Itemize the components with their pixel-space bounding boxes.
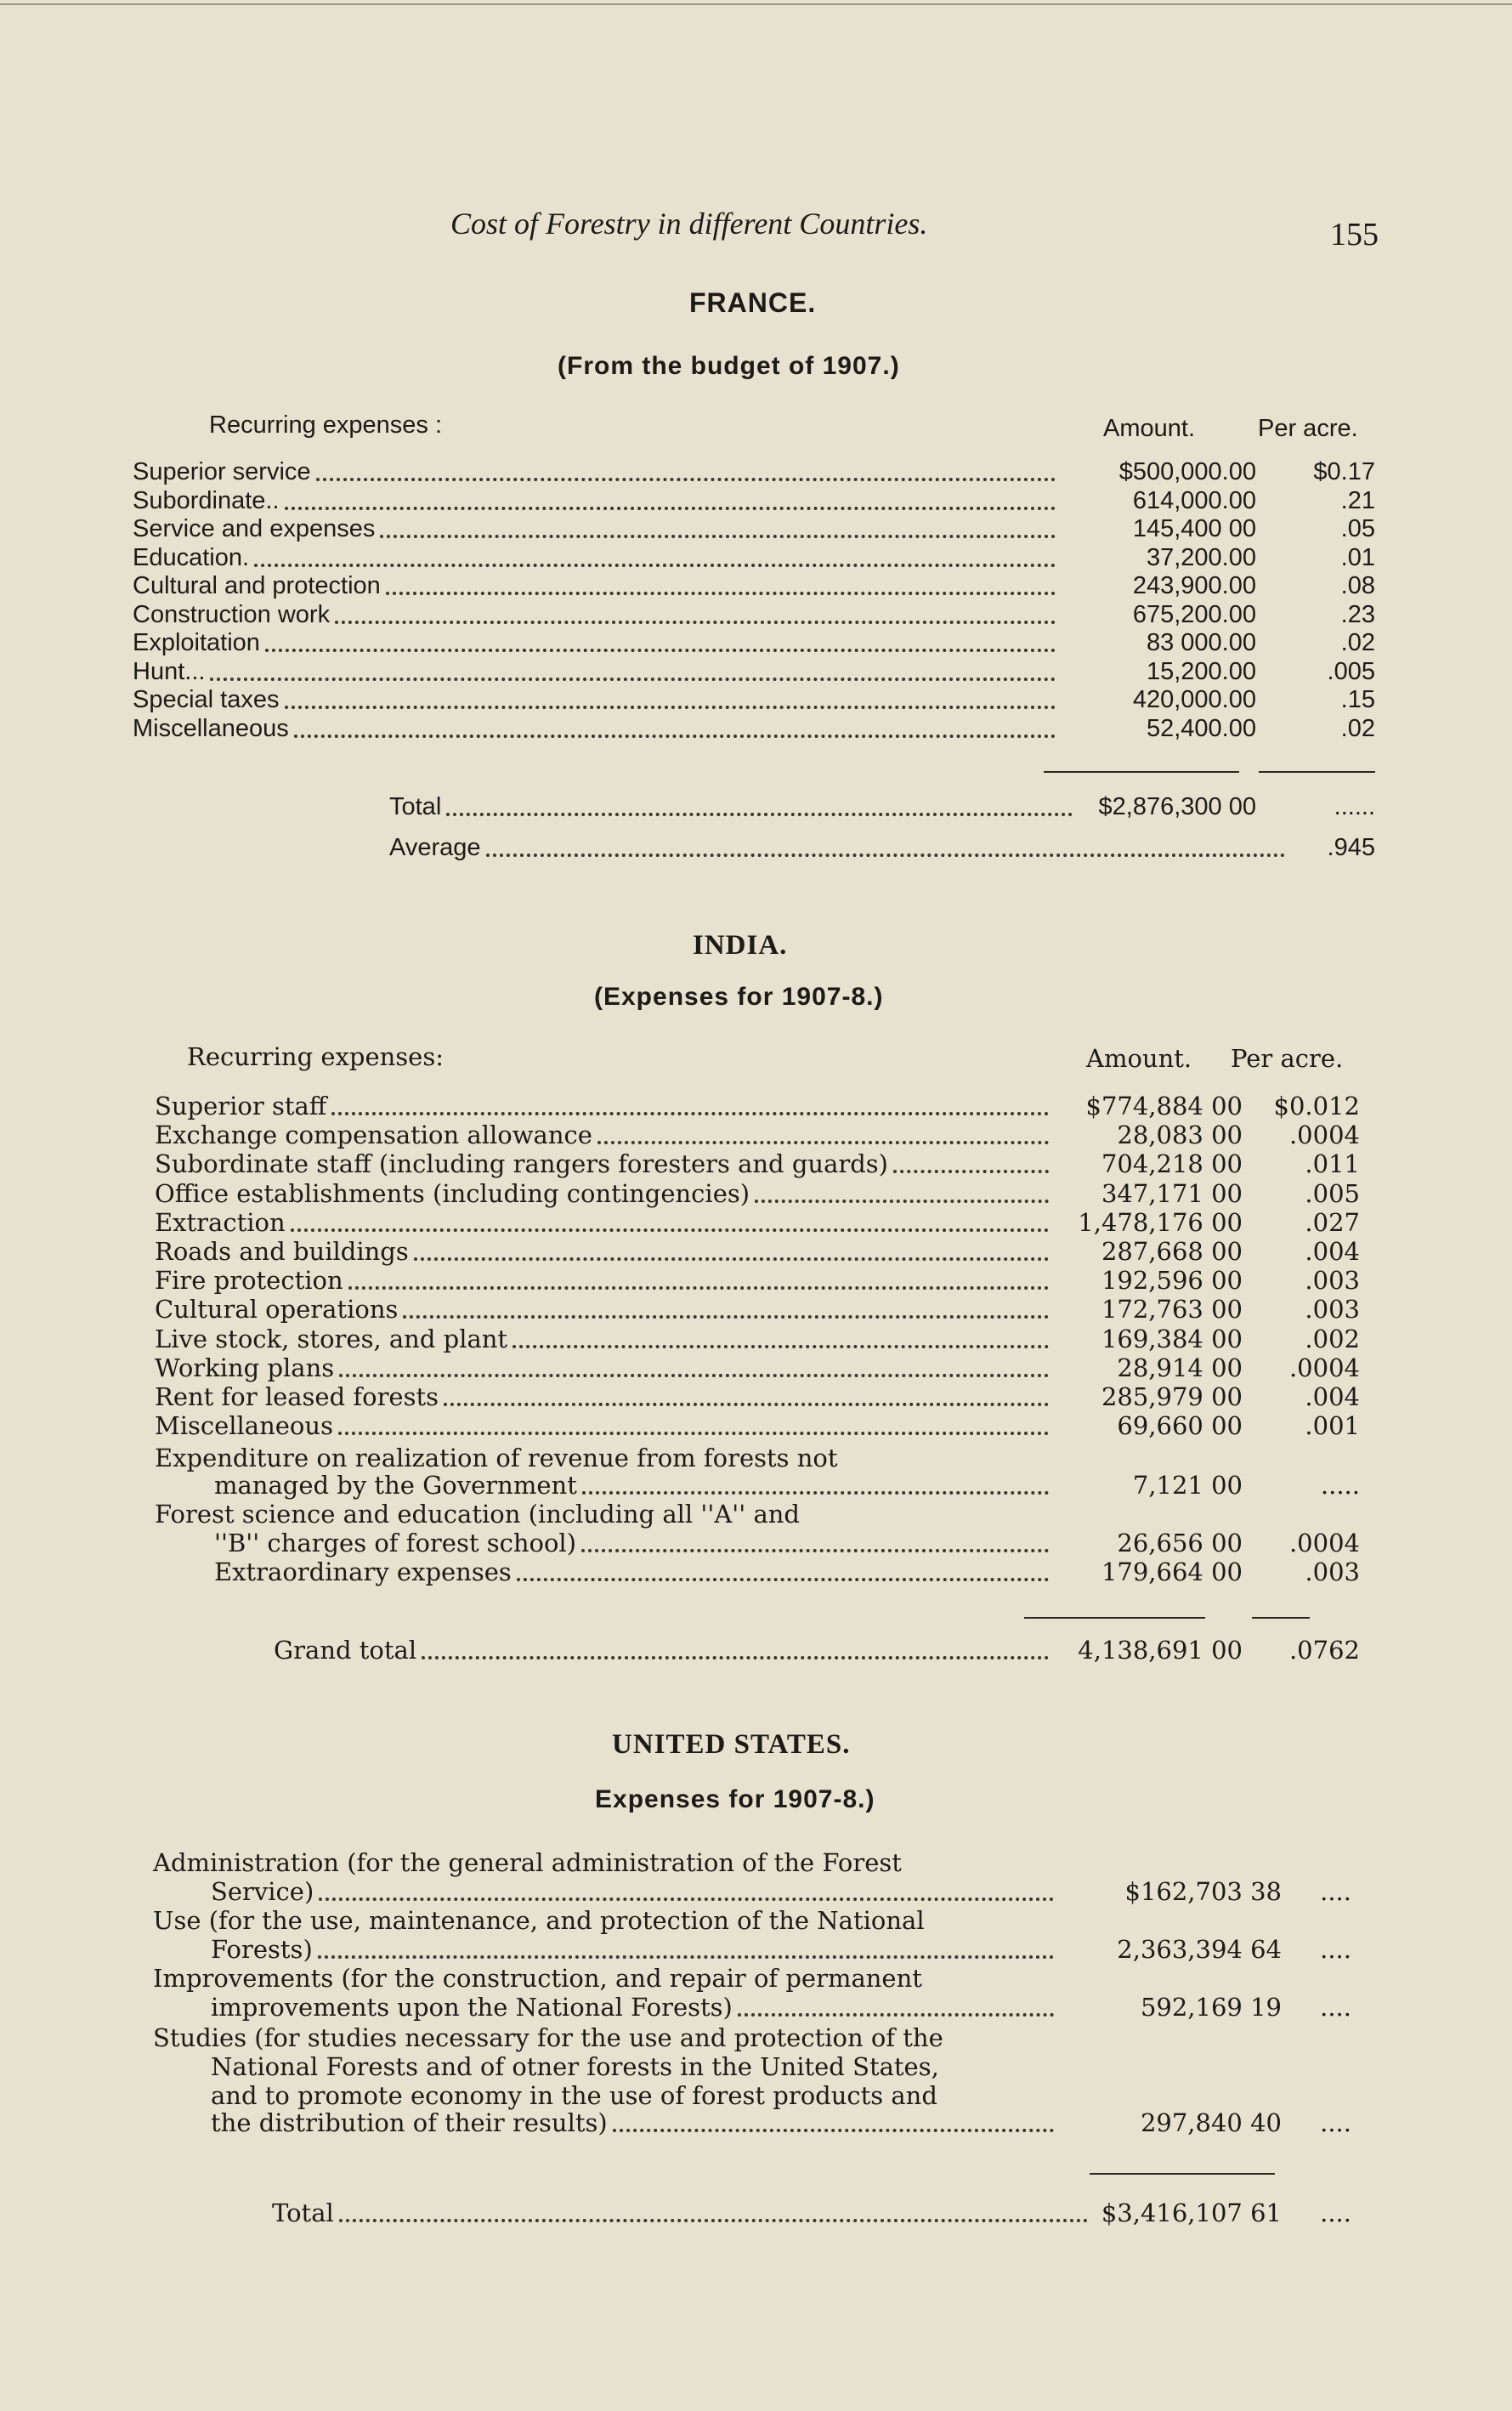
- india-expenditure-amount: 7,121 00: [1132, 1471, 1243, 1500]
- india-title: INDIA.: [693, 930, 788, 961]
- leader-dots: [348, 1276, 1049, 1290]
- leader-dots: [755, 1189, 1049, 1203]
- page-top-edge: [0, 3, 1512, 5]
- us-total-rule: [1090, 2173, 1275, 2175]
- india-expenditure-line2: managed by the Government: [214, 1471, 577, 1500]
- france-row-amount: 37,200.00: [1146, 543, 1256, 571]
- us-admin-line2: Service): [211, 1877, 314, 1906]
- india-grand-amount: 4,138,691 00: [1078, 1636, 1243, 1665]
- running-header: Cost of Forestry in different Countries.: [450, 207, 928, 241]
- france-row: [133, 657, 1375, 686]
- india-row: [155, 1237, 1360, 1266]
- india-row-per-acre: .003: [1305, 1266, 1360, 1296]
- us-use-per: ....: [1320, 1935, 1351, 1964]
- india-row-amount: 169,384 00: [1101, 1324, 1243, 1353]
- france-row: [133, 486, 1375, 515]
- france-row-per-acre: .05: [1340, 515, 1375, 542]
- leader-dots: [597, 1131, 1049, 1144]
- india-recurring-label: Recurring expenses:: [187, 1042, 444, 1071]
- india-row-label: Subordinate staff (including rangers foresters and guards): [155, 1149, 888, 1179]
- india-row-label: Superior staff: [155, 1092, 327, 1120]
- india-row: [155, 1295, 1360, 1324]
- india-row-amount: 69,660 00: [1117, 1411, 1243, 1441]
- india-col-amount: Amount.: [1086, 1044, 1192, 1073]
- france-row: [133, 685, 1375, 714]
- leader-dots: [486, 843, 1286, 857]
- leader-dots: [339, 2209, 1088, 2222]
- india-science-line1: Forest science and education (including all ''A'' and: [155, 1500, 800, 1529]
- india-subtitle: (Expenses for 1907-8.): [594, 983, 884, 1011]
- leader-dots: [613, 2119, 1054, 2132]
- india-science-per: .0004: [1288, 1529, 1360, 1557]
- france-row: [133, 628, 1375, 657]
- india-row: [155, 1266, 1360, 1295]
- india-row: [155, 1325, 1360, 1353]
- us-stud-line2: National Forests and of otner forests in the United States,: [211, 2052, 939, 2081]
- leader-dots: [446, 803, 1073, 816]
- india-row-per-acre: .0004: [1288, 1120, 1360, 1150]
- france-total-amount: $2,876,300 00: [1098, 793, 1256, 820]
- leader-dots: [294, 724, 1056, 738]
- us-admin-per: ....: [1320, 1877, 1351, 1906]
- us-total-label: Total: [272, 2198, 334, 2227]
- us-impr-amount: 592,169 19: [1140, 1993, 1282, 2022]
- us-stud-line3: and to promote economy in the use of forest products and: [211, 2081, 937, 2110]
- india-col-per-acre: Per acre.: [1231, 1044, 1344, 1073]
- india-row: [155, 1208, 1360, 1237]
- us-impr-line1: Improvements (for the construction, and repair of permanent: [153, 1964, 922, 1993]
- leader-dots: [422, 1646, 1049, 1659]
- india-row-label: Extraction: [155, 1207, 286, 1237]
- france-total-per: ......: [1334, 793, 1375, 820]
- france-row-per-acre: .005: [1327, 657, 1375, 685]
- france-row-amount: 614,000.00: [1132, 486, 1256, 514]
- leader-dots: [414, 1247, 1049, 1261]
- france-row-per-acre: $0.17: [1313, 458, 1375, 485]
- india-expenditure-row: [214, 1471, 1360, 1500]
- france-total-row: [389, 792, 1375, 821]
- us-total-per: ....: [1320, 2198, 1351, 2227]
- leader-dots: [582, 1481, 1049, 1495]
- france-row: [133, 514, 1375, 543]
- france-row-label: Special taxes: [133, 686, 280, 713]
- france-row: [133, 571, 1375, 600]
- france-row-label: Superior service: [133, 458, 311, 485]
- france-subtitle: (From the budget of 1907.): [558, 352, 900, 380]
- india-extra-row: [214, 1557, 1360, 1586]
- india-expenditure-per: .....: [1320, 1471, 1360, 1500]
- india-row: [155, 1353, 1360, 1382]
- leader-dots: [339, 1364, 1049, 1377]
- leader-dots: [285, 496, 1056, 510]
- india-row: [155, 1179, 1360, 1208]
- india-row-per-acre: .001: [1305, 1411, 1360, 1441]
- leader-dots: [893, 1160, 1049, 1173]
- india-science-amount: 26,656 00: [1117, 1529, 1243, 1557]
- us-stud-line1: Studies (for studies necessary for the use and protection of the: [153, 2023, 943, 2052]
- france-recurring-label: Recurring expenses :: [209, 411, 443, 439]
- us-use-row: [211, 1935, 1351, 1964]
- france-row: [133, 457, 1375, 486]
- leader-dots: [291, 1218, 1049, 1232]
- france-row-amount: 675,200.00: [1132, 600, 1256, 628]
- us-impr-row: [211, 1993, 1351, 2022]
- us-total-row: [272, 2198, 1351, 2227]
- france-row-amount: $500,000.00: [1118, 458, 1256, 485]
- leader-dots: [335, 610, 1056, 624]
- france-per-rule: [1259, 771, 1375, 773]
- page-number: 155: [1330, 217, 1379, 252]
- france-row-per-acre: .23: [1340, 600, 1375, 628]
- india-row-amount: 1,478,176 00: [1078, 1207, 1243, 1237]
- india-row-per-acre: .027: [1305, 1207, 1360, 1237]
- us-use-line1: Use (for the use, maintenance, and protection of the National: [153, 1906, 925, 1935]
- leader-dots: [316, 468, 1056, 481]
- india-row-label: Office establishments (including contingencies): [155, 1178, 750, 1208]
- leader-dots: [318, 1945, 1054, 1959]
- us-title: UNITED STATES.: [612, 1729, 851, 1760]
- us-impr-per: ....: [1320, 1993, 1351, 2022]
- india-row-per-acre: .005: [1305, 1178, 1360, 1208]
- us-total-amount: $3,416,107 61: [1101, 2198, 1282, 2227]
- india-per-rule: [1252, 1617, 1310, 1619]
- leader-dots: [285, 695, 1056, 709]
- france-row-label: Service and expenses: [133, 515, 376, 542]
- india-row-label: Fire protection: [155, 1266, 343, 1296]
- india-row-label: Rent for leased forests: [155, 1382, 439, 1411]
- india-row: [155, 1092, 1360, 1120]
- india-row-label: Exchange compensation allowance: [155, 1120, 592, 1150]
- leader-dots: [581, 1539, 1049, 1552]
- france-col-per-acre: Per acre.: [1258, 415, 1358, 442]
- us-stud-line4: the distribution of their results): [211, 2108, 608, 2137]
- india-row-amount: 347,171 00: [1101, 1178, 1243, 1208]
- leader-dots: [331, 1102, 1049, 1115]
- leader-dots: [265, 638, 1056, 652]
- india-row-amount: 28,914 00: [1117, 1353, 1243, 1382]
- india-row-label: Roads and buildings: [155, 1237, 409, 1266]
- leader-dots: [512, 1335, 1049, 1348]
- france-row-per-acre: .08: [1340, 572, 1375, 599]
- india-row: [155, 1149, 1360, 1178]
- india-grand-row: [274, 1636, 1360, 1665]
- us-admin-amount: $162,703 38: [1124, 1877, 1282, 1906]
- india-row-label: Live stock, stores, and plant: [155, 1324, 508, 1353]
- france-row-amount: 243,900.00: [1132, 572, 1256, 599]
- leader-dots: [338, 1421, 1049, 1435]
- india-row-amount: 172,763 00: [1101, 1295, 1243, 1325]
- india-extra-amount: 179,664 00: [1101, 1557, 1243, 1586]
- france-row-amount: 15,200.00: [1146, 657, 1256, 685]
- us-stud-amount: 297,840 40: [1140, 2108, 1282, 2137]
- india-row: [155, 1382, 1360, 1411]
- us-stud-row: [211, 2108, 1351, 2137]
- france-row-label: Education.: [133, 543, 250, 571]
- india-row-amount: 192,596 00: [1101, 1266, 1243, 1296]
- india-row-amount: 287,668 00: [1101, 1237, 1243, 1266]
- leader-dots: [738, 2003, 1054, 2017]
- france-row-per-acre: .01: [1340, 543, 1375, 571]
- us-use-amount: 2,363,394 64: [1117, 1935, 1282, 1964]
- india-row-per-acre: .004: [1305, 1382, 1360, 1411]
- india-row-amount: $774,884 00: [1085, 1092, 1243, 1120]
- india-grand-per: .0762: [1288, 1636, 1360, 1665]
- india-extra-label: Extraordinary expenses: [214, 1557, 512, 1586]
- us-stud-per: ....: [1320, 2108, 1351, 2137]
- leader-dots: [210, 667, 1056, 681]
- leader-dots: [517, 1568, 1049, 1581]
- india-row-label: Cultural operations: [155, 1295, 399, 1325]
- france-average-label: Average: [389, 834, 481, 861]
- france-row: [133, 714, 1375, 743]
- france-total-rule: [1044, 771, 1239, 773]
- france-row-label: Exploitation: [133, 629, 260, 656]
- us-use-line2: Forests): [211, 1935, 313, 1964]
- france-row-label: Cultural and protection: [133, 572, 381, 599]
- india-row-per-acre: $0.012: [1273, 1092, 1360, 1120]
- us-subtitle: Expenses for 1907-8.): [595, 1785, 875, 1813]
- leader-dots: [403, 1305, 1049, 1319]
- india-row-per-acre: .011: [1305, 1149, 1360, 1179]
- us-admin-line1: Administration (for the general administration of the Forest: [153, 1848, 902, 1877]
- france-row-per-acre: .02: [1340, 629, 1375, 656]
- us-impr-line2: improvements upon the National Forests): [211, 1993, 733, 2022]
- france-title: FRANCE.: [689, 287, 817, 318]
- india-extra-per: .003: [1305, 1557, 1360, 1586]
- india-row-per-acre: .002: [1305, 1324, 1360, 1353]
- leader-dots: [319, 1887, 1054, 1901]
- india-row-per-acre: .0004: [1288, 1353, 1360, 1382]
- france-row-label: Hunt...: [133, 657, 206, 685]
- france-row-per-acre: .15: [1340, 686, 1375, 713]
- france-row-label: Miscellaneous: [133, 714, 289, 742]
- france-row-amount: 52,400.00: [1146, 714, 1256, 742]
- france-average-row: [389, 833, 1375, 862]
- france-row-per-acre: .02: [1340, 714, 1375, 742]
- india-row-label: Working plans: [155, 1353, 335, 1382]
- india-grand-label: Grand total: [274, 1636, 417, 1665]
- india-row-per-acre: .004: [1305, 1237, 1360, 1266]
- france-row-amount: 145,400 00: [1132, 515, 1256, 542]
- france-row-amount: 420,000.00: [1132, 686, 1256, 713]
- france-row-amount: 83 000.00: [1146, 629, 1256, 656]
- india-expenditure-line1: Expenditure on realization of revenue from forests not: [155, 1444, 838, 1472]
- leader-dots: [254, 553, 1056, 567]
- france-row-per-acre: .21: [1340, 486, 1375, 514]
- leader-dots: [386, 581, 1056, 595]
- leader-dots: [380, 525, 1056, 538]
- india-row: [155, 1411, 1360, 1440]
- france-total-label: Total: [389, 793, 442, 820]
- france-row-label: Construction work: [133, 600, 331, 628]
- france-row: [133, 600, 1375, 629]
- india-row-amount: 285,979 00: [1101, 1382, 1243, 1411]
- india-science-line2: ''B'' charges of forest school): [214, 1529, 577, 1557]
- france-row-label: Subordinate..: [133, 486, 280, 514]
- leader-dots: [444, 1393, 1049, 1406]
- france-row: [133, 543, 1375, 572]
- us-admin-row: [211, 1877, 1351, 1906]
- india-row-amount: 28,083 00: [1117, 1120, 1243, 1150]
- india-grand-rule: [1024, 1617, 1205, 1619]
- france-col-amount: Amount.: [1103, 415, 1195, 442]
- india-row-amount: 704,218 00: [1101, 1149, 1243, 1179]
- india-science-row: [214, 1529, 1360, 1557]
- india-row-per-acre: .003: [1305, 1295, 1360, 1325]
- india-row-label: Miscellaneous: [155, 1411, 333, 1441]
- france-average-per: .945: [1327, 834, 1375, 861]
- india-row: [155, 1120, 1360, 1149]
